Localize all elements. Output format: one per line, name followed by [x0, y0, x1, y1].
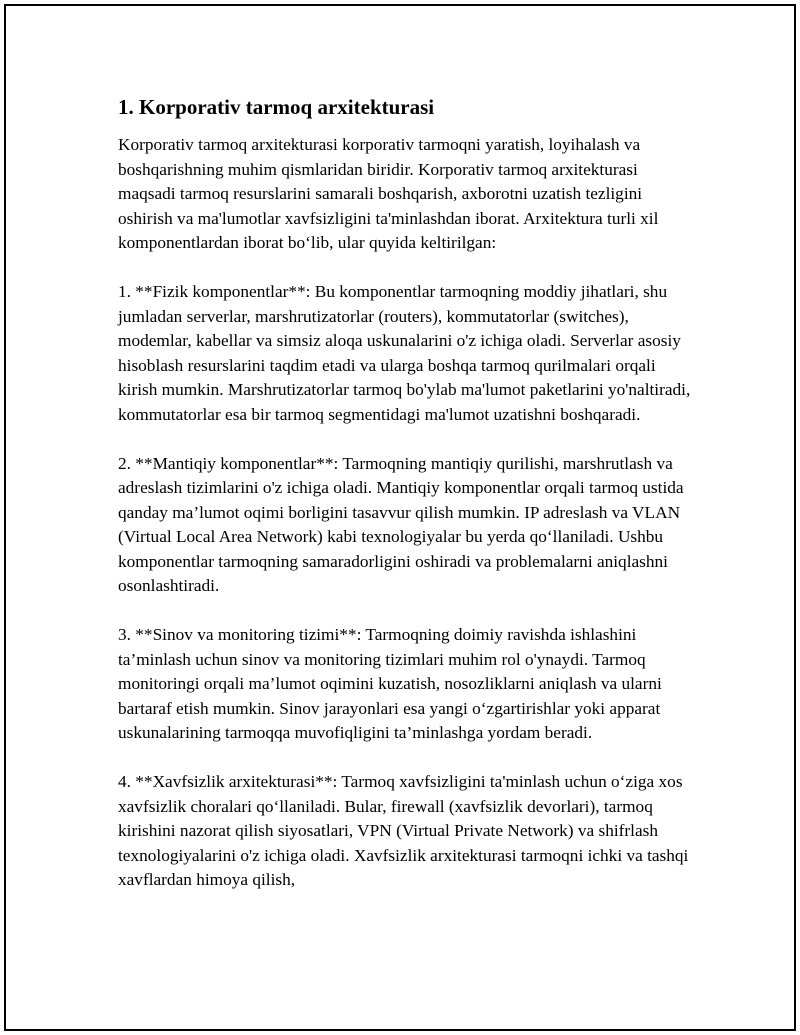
- monitoring-paragraph: 3. **Sinov va monitoring tizimi**: Tarmoqning doimiy ravishda ishlashini ta’minlash uchun sinov va monitoring tizimlari muhim rol o'ynaydi. Tarmoq monitoringi orqali ma’lumot oqimini kuzatish, nosozliklarni aniqlash va ularni bartaraf etish mumkin. Sinov jarayonlari esa yangi o‘zgartirishlar yoki apparat uskunalarining tarmoqqa muvofiqligini ta’minlashga yordam beradi.: [118, 625, 662, 742]
- physical-components-paragraph: 1. **Fizik komponentlar**: Bu komponentlar tarmoqning moddiy jihatlari, shu jumladan serverlar, marshrutizatorlar (routers), kommutatorlar (switches), modemlar, kabellar va simsiz aloqa uskunalarini o'z ichiga oladi. Serverlar asosiy hisoblash resurslarini taqdim etadi va ularga boshqa tarmoq qurilmalari orqali kirish mumkin. Marshrutizatorlar tarmoq bo'ylab ma'lumot paketlarini yo'naltiradi, kommutatorlar esa bir tarmoq segmentidagi ma'lumot uzatishni boshqaradi.: [118, 282, 691, 424]
- document-body: [118, 93, 698, 917]
- logical-components-paragraph: 2. **Mantiqiy komponentlar**: Tarmoqning mantiqiy qurilishi, marshrutlash va adreslash tizimlarini o'z ichiga oladi. Mantiqiy komponentlar orqali tarmoq ustida qanday ma’lumot oqimi borligini tasavvur qilish mumkin. IP adreslash va VLAN (Virtual Local Area Network) kabi texnologiyalar bu yerda qo‘llaniladi. Ushbu komponentlar tarmoqning samaradorligini oshiradi va problemalarni aniqlashni osonlashtiradi.: [118, 453, 684, 595]
- intro-paragraph: Korporativ tarmoq arxitekturasi korporativ tarmoqni yaratish, loyihalash va boshqarishning muhim qismlaridan biridir. Korporativ tarmoq arxitekturasi maqsadi tarmoq resurslarini samarali boshqarish, axborotni uzatish tezligini oshirish va ma'lumotlar xavfsizligini ta'minlashdan iborat. Arxitektura turli xil komponentlardan iborat bo‘lib, ular quyida keltirilgan:: [118, 135, 659, 252]
- document-heading: 1. Korporativ tarmoq arxitekturasi: [118, 95, 435, 119]
- security-paragraph: 4. **Xavfsizlik arxitekturasi**: Tarmoq xavfsizligini ta'minlash uchun o‘ziga xos xavfsizlik choralari qo‘llaniladi. Bular, firewall (xavfsizlik devorlari), tarmoq kirishini nazorat qilish siyosatlari, VPN (Virtual Private Network) va shifrlash texnologiyalarini o'z ichiga oladi. Xavfsizlik arxitekturasi tarmoqni ichki va tashqi xavflardan himoya qilish,: [118, 772, 689, 889]
